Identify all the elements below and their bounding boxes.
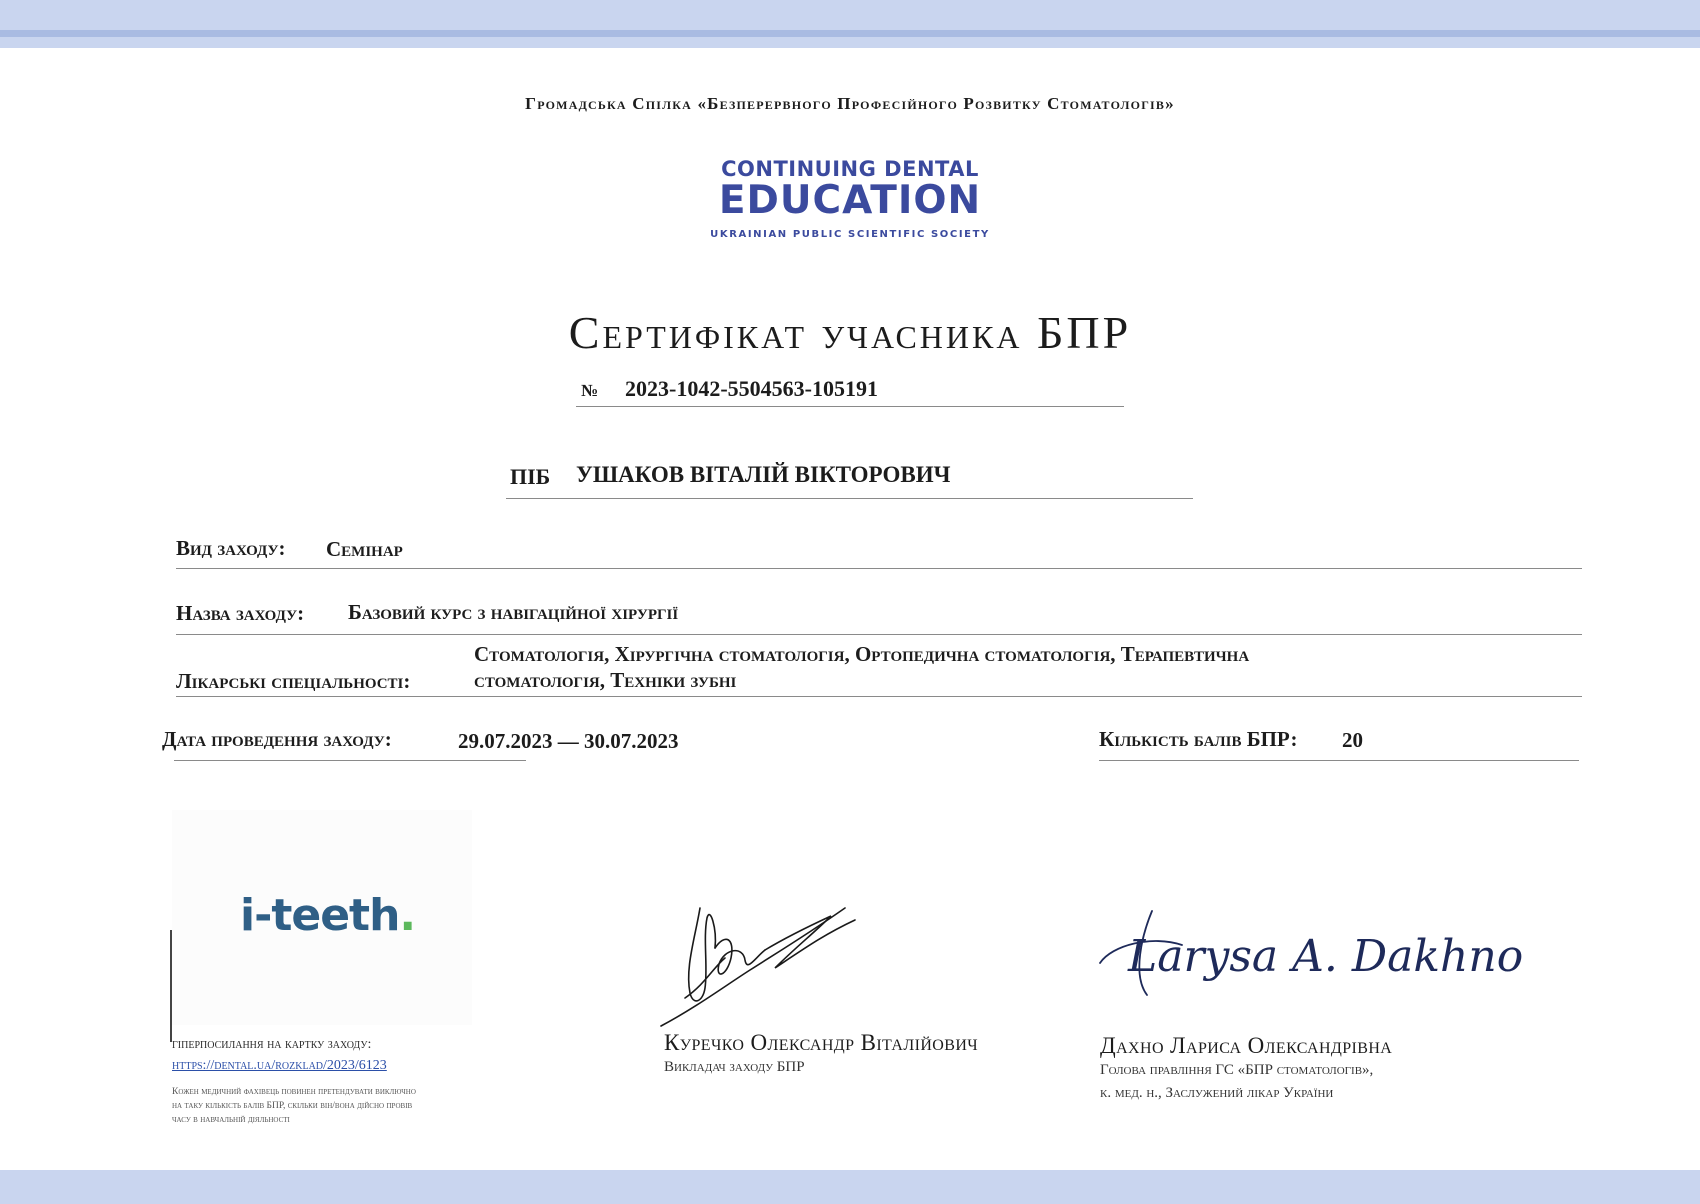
points-label: Кількість балів БПР: xyxy=(1099,727,1298,751)
number-underline xyxy=(576,406,1124,407)
signature-2-role-line-1: Голова правління ГС «БПР стоматологів», xyxy=(1100,1062,1374,1078)
pib-underline xyxy=(506,498,1193,499)
signature-1-stroke xyxy=(689,908,716,1001)
logo-line-3: UKRAINIAN PUBLIC SCIENTIFIC SOCIETY xyxy=(710,229,990,240)
event-link[interactable]: https://dental.ua/rozklad/2023/6123 xyxy=(172,1058,387,1073)
points-underline xyxy=(1099,760,1579,761)
specialties-line-2: стоматологія, Техніки зубні xyxy=(474,668,737,692)
bottom-border-band xyxy=(0,1170,1700,1204)
signature-2-name: Дахно Лариса Олександрівна xyxy=(1100,1033,1393,1058)
event-date: 29.07.2023 — 30.07.2023 xyxy=(458,729,679,753)
pib-label: ПІБ xyxy=(510,464,551,489)
top-border-band xyxy=(0,0,1700,48)
iteeth-logo-dot: . xyxy=(399,890,416,941)
event-name: Базовий курс з навігаційної хірургії xyxy=(348,600,679,624)
signature-1-role: Викладач заходу БПР xyxy=(664,1059,805,1075)
date-label: Дата проведення заходу: xyxy=(162,727,392,751)
event-name-label: Назва заходу: xyxy=(176,601,305,625)
signature-1-stroke xyxy=(765,916,855,968)
disclaimer-line-3: часу в навчальній діяльності xyxy=(172,1115,290,1125)
event-type-underline xyxy=(176,568,1582,569)
signature-2-role-line-2: к. мед. н., Заслужений лікар України xyxy=(1100,1085,1334,1101)
iteeth-logo xyxy=(240,890,415,941)
organization-name: Громадська Спілка «Безперервного Професійного Розвитку Стоматологів» xyxy=(525,94,1175,113)
specialties-line-1: Стоматологія, Хірургічна стоматологія, Ортопедична стоматологія, Терапевтична xyxy=(474,642,1250,666)
event-name-underline xyxy=(176,634,1582,635)
event-type-label: Вид заходу: xyxy=(176,536,286,560)
qr-edge-mark xyxy=(170,930,172,1042)
signature-1-stroke xyxy=(715,939,765,974)
top-border-stripe xyxy=(0,30,1700,37)
signature-1-image xyxy=(655,898,865,1030)
disclaimer-line-1: Кожен медичний фахівець повинен претендувати виключно xyxy=(172,1087,416,1097)
logo-line-2: EDUCATION xyxy=(718,178,982,223)
disclaimer xyxy=(172,1085,492,1127)
date-underline xyxy=(174,760,526,761)
link-label: гіперпосилання на картку заходу: xyxy=(172,1037,372,1052)
certificate-title: Сертифікат учасника БПР xyxy=(568,307,1132,358)
points-value: 20 xyxy=(1342,728,1363,752)
specialties-underline xyxy=(176,696,1582,697)
signature-2-image xyxy=(1092,905,1524,1005)
logo-line-1: CONTINUING DENTAL xyxy=(721,157,979,181)
participant-name: УШАКОВ ВІТАЛІЙ ВІКТОРОВИЧ xyxy=(576,462,951,487)
specialties-label: Лікарські спеціальності: xyxy=(176,669,411,693)
iteeth-logo-text: i-teeth xyxy=(240,890,400,941)
event-type: Семінар xyxy=(326,537,403,561)
signature-1-name: Куречко Олександр Віталійович xyxy=(664,1030,979,1055)
disclaimer-line-2: на таку кількість балів БПР, скільки він/вона дійсно провів xyxy=(172,1101,413,1111)
number-label: № xyxy=(581,381,599,400)
signature-2-script: Larysa A. Dakhno xyxy=(1128,931,1524,982)
certificate-number: 2023-1042-5504563-105191 xyxy=(625,376,878,401)
cde-logo xyxy=(700,158,1000,242)
